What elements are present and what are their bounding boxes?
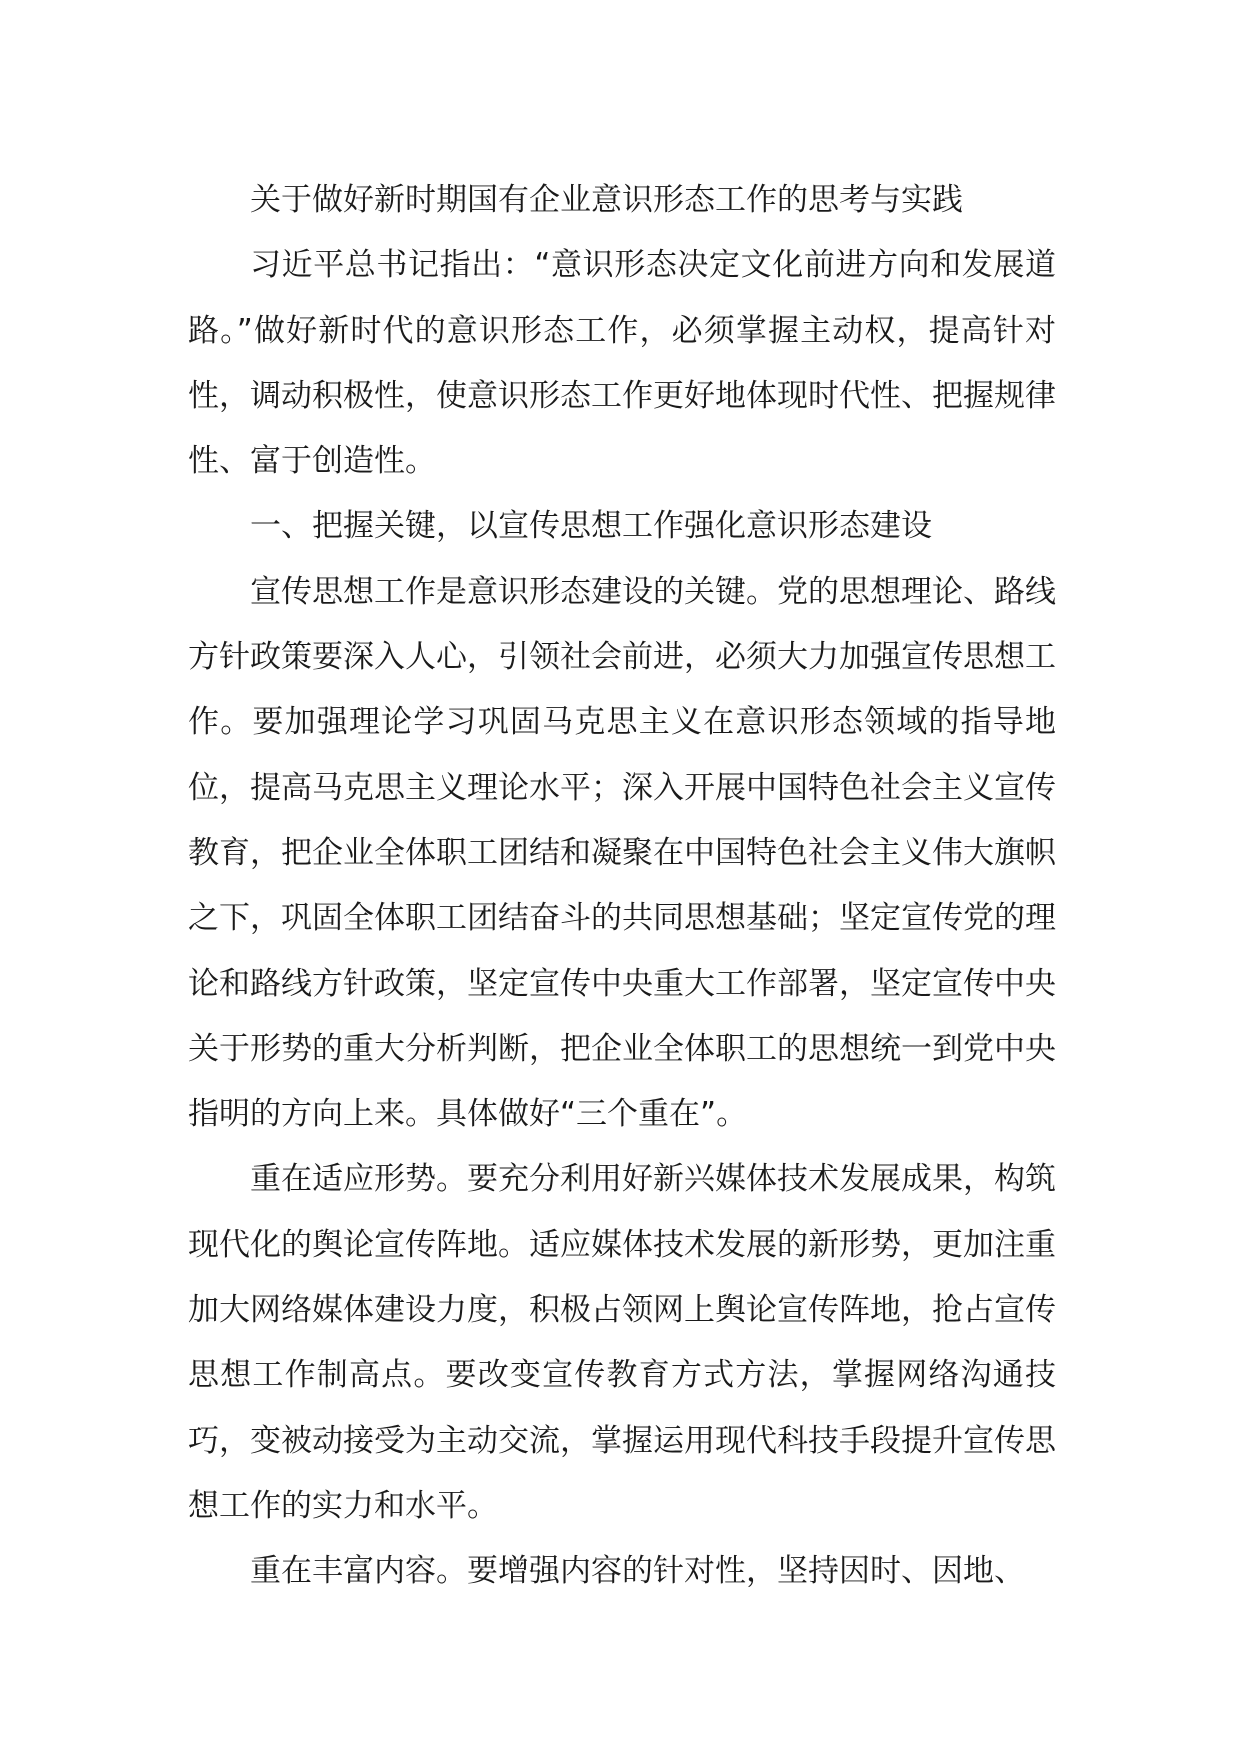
document-title: 关于做好新时期国有企业意识形态工作的思考与实践	[250, 182, 963, 218]
document-body	[188, 168, 1056, 1605]
paragraph-adapt-situation: 重在适应形势。要充分利用好新兴媒体技术发展成果，构筑现代化的舆论宣传阵地。适应媒体技术发展的新形势，更加注重加大网络媒体建设力度，积极占领网上舆论宣传阵地，抢占宣传思想工作制高点。要改变宣传教育方式方法，掌握网络沟通技巧，变被动接受为主动交流，掌握运用现代科技手段提升宣传思想工作的实力和水平。	[188, 1161, 1056, 1524]
paragraph-enrich-content: 重在丰富内容。要增强内容的针对性，坚持因时、因地、	[250, 1553, 1025, 1590]
section-heading-1: 一、把握关键，以宣传思想工作强化意识形态建设	[250, 508, 932, 545]
paragraph-intro: 习近平总书记指出：“意识形态决定文化前进方向和发展道路。”做好新时代的意识形态工作，必须掌握主动权，提高针对性，调动积极性，使意识形态工作更好地体现时代性、把握规律性、富于创造性。	[188, 247, 1056, 480]
paragraph-section-1: 宣传思想工作是意识形态建设的关键。党的思想理论、路线方针政策要深入人心，引领社会前进，必须大力加强宣传思想工作。要加强理论学习巩固马克思主义在意识形态领域的指导地位，提高马克思主义理论水平；深入开展中国特色社会主义宣传教育，把企业全体职工团结和凝聚在中国特色社会主义伟大旗帜之下，巩固全体职工团结奋斗的共同思想基础；坚定宣传党的理论和路线方针政策，坚定宣传中央重大工作部署，坚定宣传中央关于形势的重大分析判断，把企业全体职工的思想统一到党中央指明的方向上来。具体做好“三个重在”。	[188, 573, 1056, 1133]
